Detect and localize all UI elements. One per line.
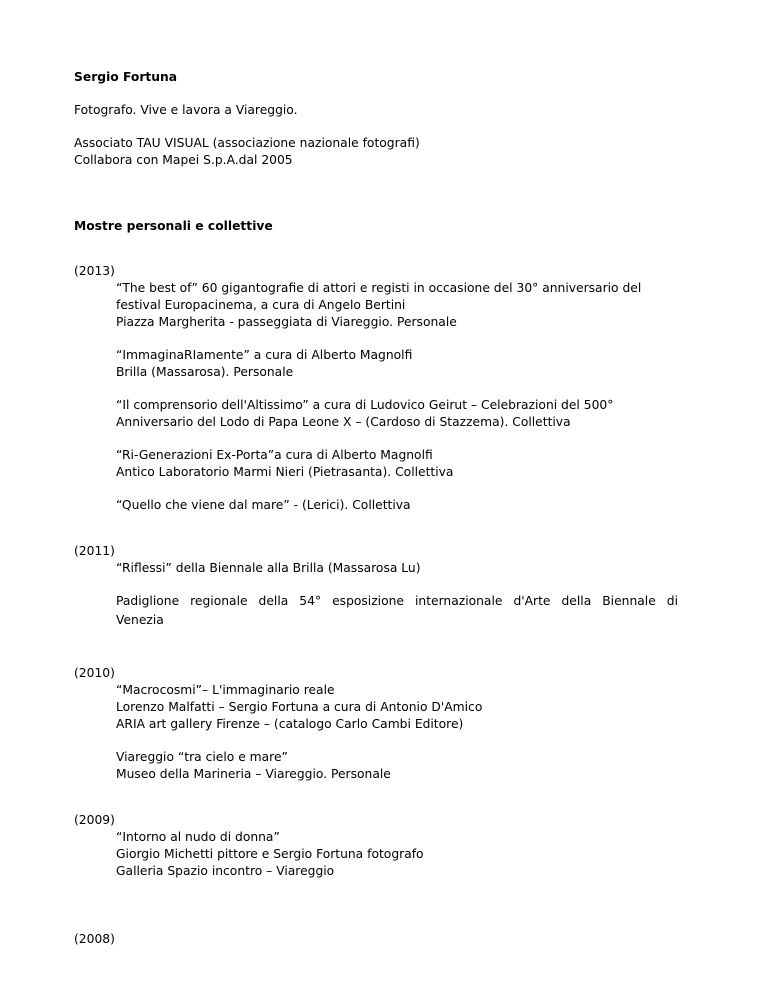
year-label-2010: (2010) — [74, 666, 115, 680]
entry-line: ARIA art gallery Firenze – (catalogo Carlo Cambi Editore) — [116, 717, 464, 731]
entry-line: “The best of” 60 gigantografie di attori e registi in occasione del 30° anniversario del — [116, 281, 642, 295]
entry-line: Anniversario del Lodo di Papa Leone X – (Cardoso di Stazzema). Collettiva — [116, 415, 571, 429]
entry-line: “Ri-Generazioni Ex-Porta”a cura di Alberto Magnolfi — [116, 448, 433, 462]
entry-paragraph: Padiglione regionale della 54° esposizione internazionale d'Arte della Biennale di Venezia — [116, 594, 678, 627]
author-name: Sergio Fortuna — [74, 70, 178, 84]
entry-line: “Intorno al nudo di donna” — [116, 830, 280, 844]
entry-line: Galleria Spazio incontro – Viareggio — [116, 864, 335, 878]
entry-line: festival Europacinema, a cura di Angelo Bertini — [116, 298, 406, 312]
author-bio: Fotografo. Vive e lavora a Viareggio. — [74, 103, 298, 117]
entry-line: Brilla (Massarosa). Personale — [116, 365, 294, 379]
entry-line: Giorgio Michetti pittore e Sergio Fortuna fotografo — [116, 847, 424, 861]
association-line: Associato TAU VISUAL (associazione nazionale fotografi) — [74, 136, 420, 150]
entry-line: Piazza Margherita - passeggiata di Viareggio. Personale — [116, 315, 457, 329]
entry-line: Museo della Marineria – Viareggio. Personale — [116, 767, 391, 781]
entry-line: “Macrocosmi”– L'immaginario reale — [116, 683, 335, 697]
year-label-2011: (2011) — [74, 544, 115, 558]
entry-line: “Quello che viene dal mare” - (Lerici). Collettiva — [116, 498, 411, 512]
section-title: Mostre personali e collettive — [74, 219, 273, 233]
entry-line: Viareggio “tra cielo e mare” — [116, 750, 288, 764]
year-label-2008: (2008) — [74, 932, 115, 946]
entry-line: Antico Laboratorio Marmi Nieri (Pietrasanta). Collettiva — [116, 465, 454, 479]
entry-line: “Riflessi” della Biennale alla Brilla (Massarosa Lu) — [116, 561, 421, 575]
entry-line: “Il comprensorio dell'Altissimo” a cura di Ludovico Geirut – Celebrazioni del 500° — [116, 398, 614, 412]
collaboration-line: Collabora con Mapei S.p.A.dal 2005 — [74, 153, 293, 167]
year-label-2009: (2009) — [74, 813, 115, 827]
entry-line: “ImmaginaRIamente” a cura di Alberto Magnolfi — [116, 348, 413, 362]
year-label-2013: (2013) — [74, 264, 115, 278]
entry-line: Lorenzo Malfatti – Sergio Fortuna a cura di Antonio D'Amico — [116, 700, 483, 714]
